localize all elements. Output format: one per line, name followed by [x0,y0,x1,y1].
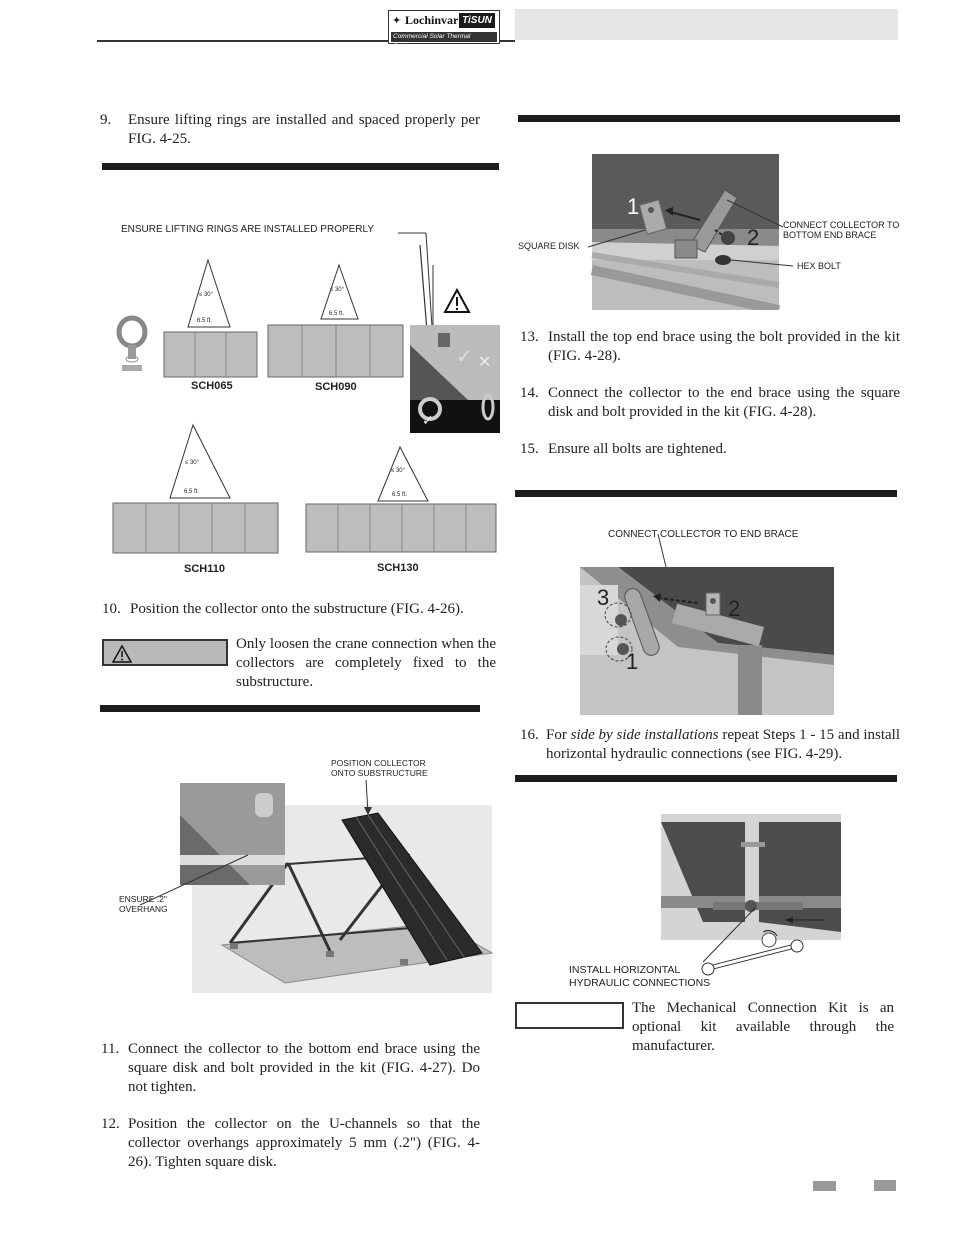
length-label: 6.5 ft. [392,492,408,498]
figure-position-collector [110,755,495,995]
brand-tagline: Commercial Solar Thermal Systems [391,32,497,42]
warning-badge [102,639,228,666]
figure-rule [518,115,900,122]
brand-logo [388,10,500,50]
angle-label: ≤ 30° [391,468,406,474]
connect-collector-label: CONNECT COLLECTOR TO BOTTOM END BRACE [783,220,900,240]
overhang-callout: ENSURE .2" OVERHANG [119,894,168,914]
figure-rule [515,775,897,782]
square-disk-label: SQUARE DISK [518,241,580,251]
model-label: SCH090 [315,381,357,393]
model-label: SCH065 [191,380,233,392]
lifting-rings-diagram [108,215,500,585]
header-bar [515,9,898,40]
callout-number: 2 [728,596,741,621]
model-label: SCH130 [377,562,419,574]
callout-number: 3 [597,585,610,610]
step-16-text [546,726,900,764]
length-label: 6.5 ft. [197,318,213,324]
step-14-text: Connect the collector to the end brace using the square disk and bolt provided in the kit (FIG. 4-28). [548,385,900,420]
step-13-text: Install the top end brace using the bolt provided in the kit (FIG. 4-28). [548,329,900,364]
sub-brand-name: TiSUN [459,13,495,28]
length-label: 6.5 ft. [329,311,345,317]
position-collector-callout: POSITION COLLECTOR ONTO SUBSTRUCTURE [331,758,428,778]
angle-label: ≤ 30° [199,292,214,298]
figure-end-brace [578,525,838,715]
figure-rule [515,490,897,497]
bird-icon: ✦ [392,15,402,27]
footer-mark [813,1181,836,1191]
angle-label: ≤ 30° [185,460,200,466]
step-15-text: Ensure all bolts are tightened. [548,441,727,457]
warning-text: Only loosen the crane connection when the collectors are completely fixed to the substructure. [236,636,496,690]
eye-bolt-icon [119,318,145,371]
brand-name: Lochinvar [405,13,459,27]
step-16-emphasis: side by side installations [570,727,719,743]
step-16-pre: For [546,727,571,743]
angle-label: ≤ 30° [330,287,345,293]
figure-rule [102,163,499,170]
note-text: The Mechanical Connection Kit is an optional kit available through the manufacturer. [632,1000,894,1054]
model-label: SCH110 [184,563,225,575]
step-12-text: Position the collector on the U-channels so that the collector overhangs approximately 5 mm (.2") (FIG. 4-26). Tighten square disk. [128,1116,480,1170]
connect-end-brace-callout: CONNECT COLLECTOR TO END BRACE [608,529,799,540]
step-number: 13. [520,329,539,345]
length-label: 6.5 ft. [184,489,200,495]
step-number: 16. [520,727,539,743]
step-number: 12. [101,1116,120,1132]
position-collector-diagram [110,755,495,995]
callout-number: 1 [626,649,639,674]
note-badge [515,1002,624,1029]
step-9-text: Ensure lifting rings are installed and spaced properly per FIG. 4-25. [128,112,480,147]
step-number: 9. [100,112,112,128]
warning-icon [112,644,132,664]
step-number: 15. [520,441,539,457]
footer-mark [874,1180,896,1191]
step-11-text: Connect the collector to the bottom end brace using the square disk and bolt provided in the kit (FIG. 4-27). Do not tighten. [128,1041,480,1095]
step-number: 10. [102,601,121,617]
figure-bottom-end-brace [515,150,905,310]
svg-text:✓: ✓ [422,414,434,429]
step-10-text: Position the collector onto the substructure (FIG. 4-26). [130,601,464,617]
figure-lifting-rings [108,215,500,585]
callout-number: 1 [627,194,640,219]
end-brace-diagram [578,525,838,715]
hex-bolt-label: HEX BOLT [797,261,841,271]
lifting-rings-callout: ENSURE LIFTING RINGS ARE INSTALLED PROPERLY [121,224,375,235]
svg-text:✓: ✓ [456,346,473,368]
step-number: 14. [520,385,539,401]
figure-rule [100,705,480,712]
step-number: 11. [101,1041,120,1057]
step-16-post: repeat Steps 1 - 15 and install horizontal hydraulic connections (see FIG. 4-29). [546,727,901,762]
callout-number: 2 [747,225,760,250]
hydraulic-callout: INSTALL HORIZONTAL HYDRAULIC CONNECTIONS [569,964,711,989]
svg-text:✕: ✕ [478,354,492,371]
